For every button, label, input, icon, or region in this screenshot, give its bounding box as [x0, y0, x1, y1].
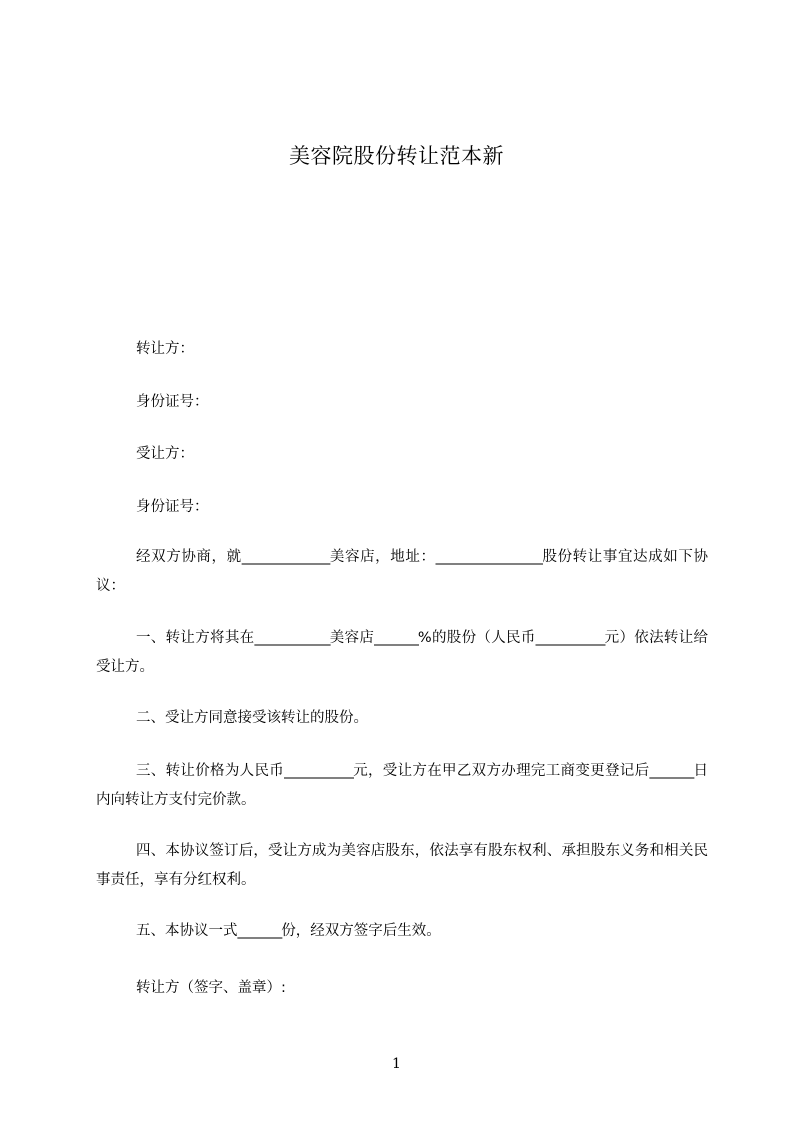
clause-3-price-blank: ___________ [284, 763, 353, 779]
clause-1-text-2: 美容店 [329, 630, 375, 646]
intro-text-3: 股份转让事宜达成如下协议： [96, 549, 709, 594]
clause-1-text-1: 一、转让方将其在 [136, 630, 255, 646]
transferee-id-field: 身份证号： [136, 499, 209, 515]
clause-3-paragraph [96, 757, 708, 815]
clause-1-paragraph [96, 624, 708, 682]
clause-3-text-3: 日内向转让方支付完价款。 [96, 763, 708, 808]
clause-3-text-2: 元，受让方在甲乙双方办理完工商变更登记后 [352, 763, 650, 779]
clause-5-paragraph [96, 917, 708, 946]
transferor-field: 转让方： [136, 341, 194, 357]
signature-line: 转让方（签字、盖章）: [136, 980, 286, 996]
clause-3-days-blank: _______ [649, 763, 694, 779]
transferor-id-field: 身份证号： [136, 394, 209, 410]
page-number: 1 [392, 1056, 401, 1072]
clause-1-store-blank: ____________ [254, 630, 330, 646]
intro-text-2: 美容店，地址： [329, 549, 436, 565]
clause-3-text-1: 三、转让价格为人民币 [136, 763, 285, 779]
address-blank: _________________ [435, 549, 542, 565]
document-title: 美容院股份转让范本新 [289, 144, 504, 168]
store-name-blank: ______________ [241, 549, 330, 565]
transferee-field: 受让方： [136, 446, 194, 462]
clause-4-paragraph: 四、本协议签订后，受让方成为美容店股东，依法享有股东权利、承担股东义务和相关民事责任，享有分红权利。 [96, 843, 708, 888]
clause-5-text-1: 五、本协议一式 [136, 923, 238, 939]
clause-1-text-4: 元）依法转让给受让方。 [96, 630, 709, 675]
intro-paragraph [96, 543, 708, 601]
clause-5-text-2: 份，经双方签字后生效。 [281, 923, 441, 939]
clause-5-copies-blank: _______ [237, 923, 282, 939]
clause-2-paragraph: 二、受让方同意接受该转让的股份。 [136, 710, 368, 726]
clause-1-amount-blank: ___________ [535, 630, 605, 646]
intro-text-1: 经双方协商，就 [136, 549, 242, 565]
clause-1-percent-blank: _______ [374, 630, 418, 646]
clause-1-text-3: %的股份（人民币 [417, 630, 536, 646]
